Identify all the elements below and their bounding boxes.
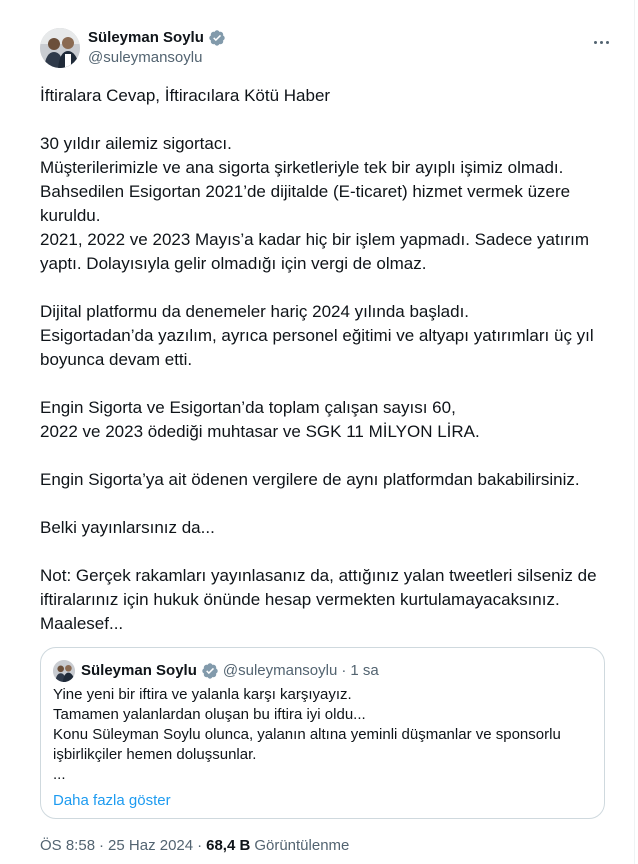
author-name[interactable]: Süleyman Soylu (88, 29, 204, 46)
verified-badge-icon (208, 29, 226, 47)
tweet-date[interactable]: 25 Haz 2024 (108, 837, 194, 854)
quoted-tweet[interactable] (40, 647, 605, 819)
avatar[interactable] (40, 28, 80, 68)
tweet-paragraph (40, 84, 620, 108)
more-options-icon[interactable] (584, 30, 618, 54)
tweet-text (40, 84, 620, 636)
tweet-line: Müşterilerimizle ve ana sigorta şirketleriyle tek bir ayıplı işimiz olmadı. (40, 158, 564, 177)
tweet-line: Not: Gerçek rakamları yayınlasanız da, attığınız yalan tweetleri silseniz de (40, 566, 597, 585)
tweet-line: 30 yıldır ailemiz sigortacı. (40, 134, 232, 153)
quoted-line: Yine yeni bir iftira ve yalanla karşı karşıyayız. (53, 686, 352, 703)
quoted-line: işbirlikçiler hemen doluşsunlar. (53, 746, 257, 763)
tweet-line: 2021, 2022 ve 2023 Mayıs’a kadar hiç bir işlem yapmadı. Sadece yatırım (40, 230, 590, 249)
tweet-line: Esigortadan’da yazılım, ayrıca personel eğitimi ve altyapı yatırımları üç yıl (40, 326, 594, 345)
tweet-paragraph (40, 300, 620, 372)
tweet-line: Maalesef... (40, 614, 124, 633)
quoted-separator: · (341, 662, 347, 679)
tweet-line: Engin Sigorta ve Esigortan’da toplam çalışan sayısı 60, (40, 398, 456, 417)
tweet-paragraph (40, 468, 620, 492)
tweet-line: İftiralara Cevap, İftiracılara Kötü Haber (40, 86, 331, 105)
footer-separator: · (99, 837, 105, 854)
quoted-line: ... (53, 766, 66, 783)
verified-badge-icon (201, 662, 219, 680)
tweet-line: iftiralarınız için hukuk önünde hesap vermekten kurtulamayacaksınız. (40, 590, 560, 609)
tweet-time[interactable]: ÖS 8:58 (40, 837, 96, 854)
tweet-paragraph (40, 516, 620, 540)
quoted-avatar (53, 660, 75, 682)
tweet-line: Belki yayınlarsınız da... (40, 518, 215, 537)
tweet-line: Dijital platformu da denemeler hariç 2024 yılında başladı. (40, 302, 470, 321)
views-count: 68,4 B (206, 837, 251, 854)
views-label: Görüntülenme (254, 837, 350, 854)
tweet-line: Bahsedilen Esigortan 2021’de dijitalde (E-ticaret) hizmet vermek üzere (40, 182, 571, 201)
tweet-paragraph (40, 396, 620, 444)
footer-separator: · (197, 837, 203, 854)
quoted-time[interactable]: 1 sa (350, 662, 379, 679)
quoted-line: Tamamen yalanlardan oluşan bu iftira iyi oldu... (53, 706, 366, 723)
author-handle[interactable]: @suleymansoylu (88, 49, 203, 66)
quoted-tweet-header (53, 660, 379, 682)
right-border (634, 0, 635, 864)
quoted-line: Konu Süleyman Soylu olunca, yalanın altına yeminli düşmanlar ve sponsorlu (53, 726, 561, 743)
tweet-line: 2022 ve 2023 ödediği muhtasar ve SGK 11 MİLYON LİRA. (40, 422, 480, 441)
tweet-line: yaptı. Dolayısıyla gelir olmadığı için vergi de olmaz. (40, 254, 427, 273)
avatar-photo (40, 28, 80, 68)
tweet-line: Engin Sigorta’ya ait ödenen vergilere de aynı platformdan bakabilirsiniz. (40, 470, 580, 489)
tweet-paragraph (40, 564, 620, 636)
author-block (88, 28, 226, 68)
tweet-line: kuruldu. (40, 206, 101, 225)
quoted-author-handle: @suleymansoylu (222, 662, 338, 679)
quoted-author-name: Süleyman Soylu (81, 662, 197, 679)
tweet-header (40, 26, 618, 70)
tweet-line: boyunca devam etti. (40, 350, 193, 369)
tweet-footer (40, 836, 349, 856)
tweet-paragraph (40, 132, 620, 276)
show-more-link[interactable]: Daha fazla göster (53, 792, 171, 809)
quoted-tweet-text (53, 685, 593, 811)
